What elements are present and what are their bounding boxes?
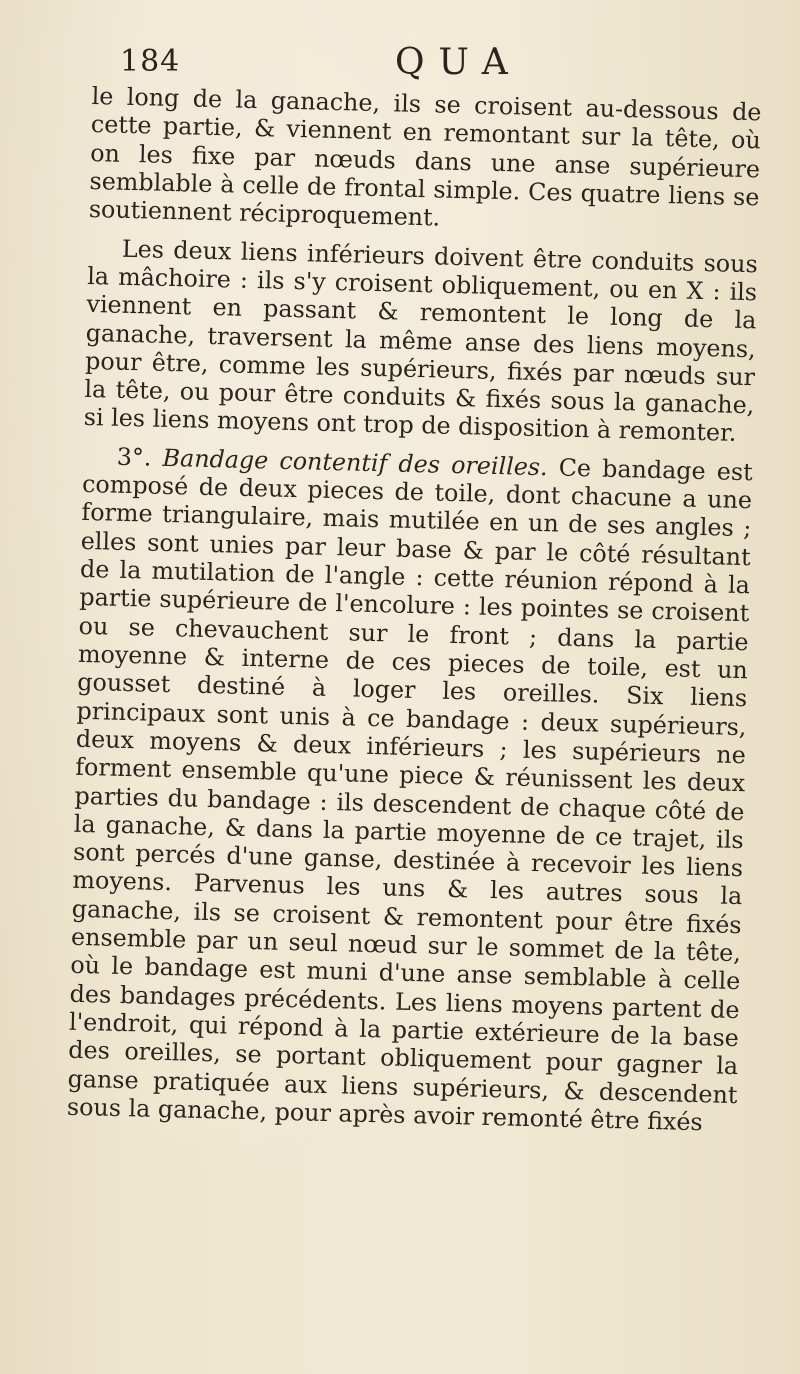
paragraph-text: Les deux liens inférieurs doivent être conduits sous la mâchoire : ils s'y croisent obliquement, ou en X : ils viennent en passant & remontent le long de la ganache, traversent la même anse des liens moyens, pour être, comme les supérieurs, fixés par nœuds sur la tête, ou pour être conduits & fixés sous la ganache, si les liens moyens ont trop de disposition à remonter. [83, 234, 759, 448]
paragraph [89, 82, 762, 240]
paragraph [83, 234, 758, 448]
running-head: QUA [395, 42, 522, 83]
text-block [62, 82, 762, 1328]
page-number: 184 [120, 44, 181, 79]
section-heading: Bandage contentif des oreilles. [162, 443, 548, 481]
paragraph [67, 442, 753, 1138]
paragraph-text: le long de la ganache, ils se croisent au-dessous de cette partie, & viennent en remontant sur la tête, où on les fixe par nœuds dans une anse supérieure semblable à celle de frontal simple. Ces quatre liens se soutiennent réciproquement. [88, 82, 762, 232]
section-number: 3°. [116, 442, 152, 472]
paragraph-text: Ce bandage est composé de deux pieces de toile, dont chacune a une forme triangulaire, mais mutilée en un de ses angles ; elles sont unies par leur base & par le côté résultant de la mutilation de l'angle : cette réunion répond à la partie supérieure de l'encolure : les pointes se croisent ou se chevauchent sur le front ; dans la partie moyenne & interne de ces pieces de toile, est un gousset destiné à loger les oreilles. Six liens principaux sont unis à ce bandage : deux supérieurs, deux moyens & deux inférieurs ; les supérieurs ne forment ensemble qu'une piece & réunissent les deux parties du bandage : ils descendent de chaque côté de la ganache, & dans la partie moyenne de ce trajet, ils sont percés d'une ganse, destinée à recevoir les liens moyens. Parvenus les uns & les autres sous la ganache, ils se croisent & remontent pour être fixés ensemble par un seul nœud sur le sommet de la tête, où le bandage est muni d'une anse semblable à celle des bandages précédents. Les liens moyens partent de l'endroit, qui répond à la partie extérieure de la base des oreilles, se portant obliquement pour gagner la ganse pratiquée aux liens supérieurs, & descendent sous la ganache, pour après avoir remonté être fixés [66, 453, 754, 1137]
page-header [115, 40, 755, 84]
